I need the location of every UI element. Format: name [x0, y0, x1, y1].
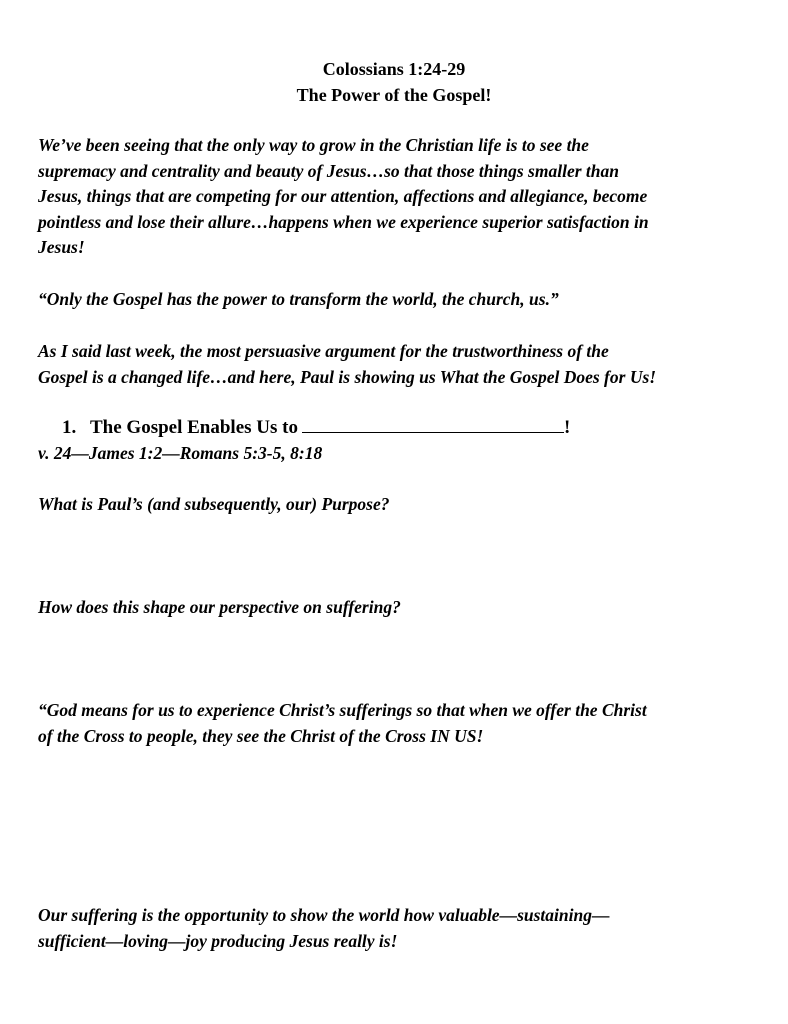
- point-1-number: 1.: [62, 417, 77, 438]
- quote-line-2: of the Cross to people, they see the Christ of the Cross IN US!: [38, 725, 484, 746]
- intro-paragraph: [38, 133, 753, 261]
- christ-sufferings-quote: [38, 698, 753, 749]
- closing-paragraph: [38, 903, 753, 954]
- fill-in-blank[interactable]: [302, 417, 564, 433]
- closing-line-2: sufficient—loving—joy producing Jesus really is!: [38, 930, 398, 951]
- point-1: [62, 415, 742, 441]
- intro-line-2: supremacy and centrality and beauty of Jesus…so that those things smaller than: [38, 160, 619, 181]
- intro-line-3: Jesus, things that are competing for our attention, affections and allegiance, become: [38, 186, 648, 206]
- intro-line-4: pointless and lose their allure…happens when we experience superior satisfaction in: [38, 211, 649, 232]
- question-suffering: How does this shape our perspective on suffering?: [38, 597, 401, 617]
- gospel-power-quote: “Only the Gospel has the power to transform the world, the church, us.”: [38, 289, 559, 309]
- closing-line-1: Our suffering is the opportunity to show the world how valuable—sustaining—: [38, 905, 610, 925]
- last-week-line-2: Gospel is a changed life…and here, Paul is showing us What the Gospel Does for Us!: [38, 366, 657, 387]
- intro-line-1: We’ve been seeing that the only way to grow in the Christian life is to see the: [38, 135, 589, 155]
- last-week-paragraph: [38, 339, 753, 390]
- point-1-text: The Gospel Enables Us to: [90, 417, 298, 438]
- last-week-line-1: As I said last week, the most persuasive argument for the trustworthiness of the: [38, 341, 609, 361]
- quote-line-1: “God means for us to experience Christ’s sufferings so that when we offer the Christ: [38, 700, 647, 720]
- scripture-references: v. 24—James 1:2—Romans 5:3-5, 8:18: [38, 443, 323, 463]
- sermon-title: The Power of the Gospel!: [296, 85, 492, 105]
- intro-line-5: Jesus!: [38, 237, 85, 257]
- point-1-end: !: [563, 417, 571, 438]
- question-purpose: What is Paul’s (and subsequently, our) Purpose?: [38, 494, 390, 514]
- scripture-reference: Colossians 1:24-29: [322, 59, 466, 79]
